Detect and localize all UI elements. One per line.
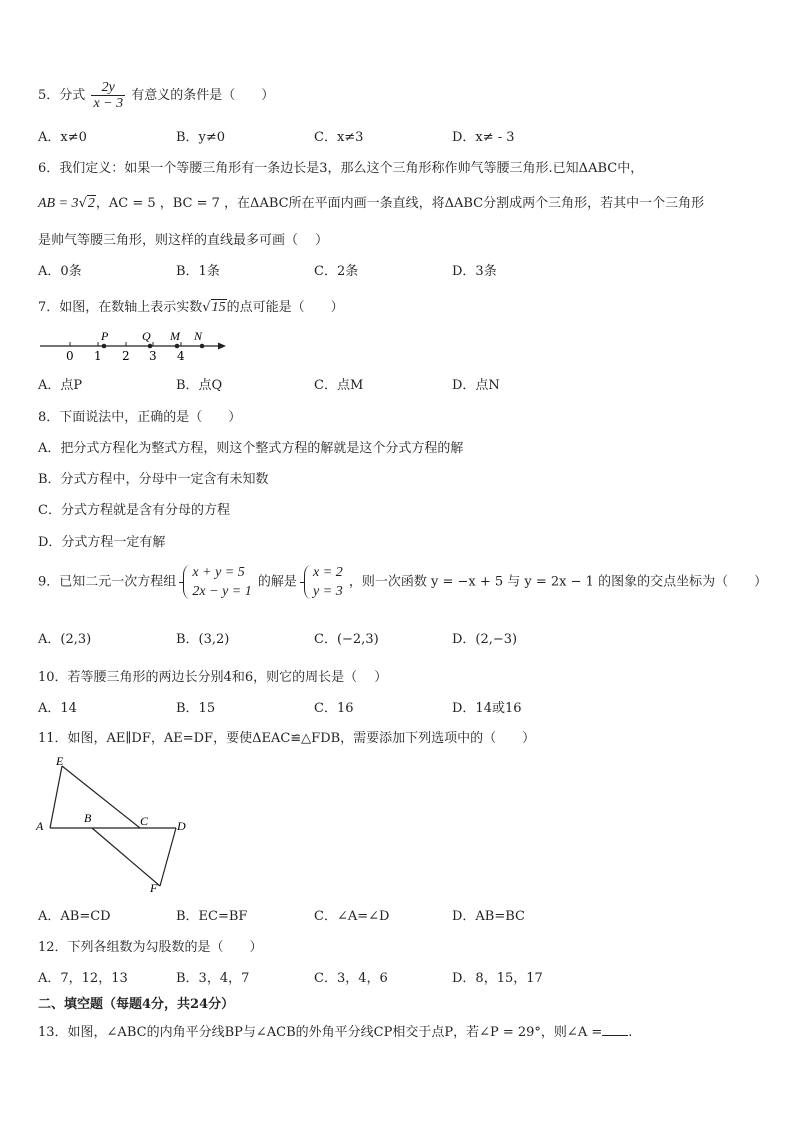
number-line-figure bbox=[36, 328, 236, 364]
number-line-arrow bbox=[218, 343, 226, 350]
ab-length-label: AB = 3 bbox=[38, 196, 79, 211]
q13-text: 13．如图，∠ABC的内角平分线BP与∠ACB的外角平分线CP相交于点P，若∠P = 29°，则∠A = bbox=[38, 1025, 603, 1040]
fraction-2y-over-x-3 bbox=[91, 80, 125, 111]
q8-option-b[interactable]: B．分式方程中，分母中一定含有未知数 bbox=[38, 472, 269, 487]
q12-option-c[interactable]: C．3，4，6 bbox=[314, 971, 388, 986]
q9-prefix: 9．已知二元一次方程组 bbox=[38, 574, 177, 590]
fraction-denominator: x − 3 bbox=[93, 96, 124, 111]
point-label-n: N bbox=[194, 329, 203, 343]
sqrt-radicand: 2 bbox=[87, 196, 95, 211]
point-label-p: P bbox=[101, 329, 109, 343]
solution-y: y = 3 bbox=[313, 584, 343, 599]
q11-option-a[interactable]: A．AB=CD bbox=[38, 909, 111, 924]
equation-2: 2x − y = 1 bbox=[192, 584, 252, 599]
label-a: A bbox=[36, 819, 44, 833]
question-6-line-3: 是帅气等腰三角形，则这样的直线最多可画（ ） bbox=[38, 233, 329, 248]
segment-bf bbox=[92, 828, 160, 886]
section-2-title: 二、填空题（每题4分，共24分） bbox=[38, 997, 235, 1012]
equation-1: x + y = 5 bbox=[192, 565, 245, 580]
q7-option-c[interactable]: C．点M bbox=[314, 378, 364, 393]
segment-ae bbox=[50, 766, 62, 828]
label-b: B bbox=[84, 811, 92, 825]
question-6-line-1: 6．我们定义：如果一个等腰三角形有一条边长是3，那么这个三角形称作帅气等腰三角形.已知ΔABC中， bbox=[38, 161, 644, 176]
q6-option-b[interactable]: B．1条 bbox=[176, 264, 220, 279]
solution-x: x = 2 bbox=[313, 565, 343, 580]
q8-option-d[interactable]: D．分式方程一定有解 bbox=[38, 535, 166, 550]
point-label-m: M bbox=[170, 329, 180, 343]
label-d: D bbox=[177, 819, 186, 833]
q5-suffix: 有意义的条件是（ ） bbox=[131, 88, 275, 103]
q10-option-c[interactable]: C．16 bbox=[314, 701, 354, 716]
solution-system bbox=[303, 563, 343, 601]
q9-option-a[interactable]: A．(2,3) bbox=[38, 632, 92, 647]
tick-label-0: 0 bbox=[66, 349, 74, 363]
point-label-q: Q bbox=[142, 329, 151, 343]
q11-option-c[interactable]: C．∠A=∠D bbox=[314, 909, 390, 924]
q5-option-d[interactable]: D．x≠ - 3 bbox=[452, 130, 515, 145]
q8-option-c[interactable]: C．分式方程就是含有分母的方程 bbox=[38, 503, 230, 518]
segment-df bbox=[160, 828, 176, 886]
q13-period: . bbox=[628, 1025, 633, 1040]
label-f: F bbox=[150, 881, 158, 894]
q6-option-a[interactable]: A．0条 bbox=[38, 264, 82, 279]
answer-blank[interactable] bbox=[602, 1023, 628, 1036]
q9-middle: 的解是 bbox=[257, 574, 297, 590]
point-n bbox=[200, 344, 205, 349]
question-13 bbox=[38, 1021, 632, 1040]
q12-option-b[interactable]: B．3，4，7 bbox=[176, 971, 250, 986]
q12-option-a[interactable]: A．7，12，13 bbox=[38, 971, 128, 986]
q5-option-b[interactable]: B．y≠0 bbox=[176, 130, 226, 145]
q9-option-b[interactable]: B．(3,2) bbox=[176, 632, 230, 647]
tick-label-1: 1 bbox=[94, 349, 102, 363]
q6-line-2-text: ，AC = 5 ，BC = 7 ，在ΔABC所在平面内画一条直线，将ΔABC分割成两个三角形，若其中一个三角形 bbox=[95, 196, 705, 211]
q11-option-b[interactable]: B．EC=BF bbox=[176, 909, 248, 924]
q5-prefix: 分式 bbox=[59, 88, 86, 103]
q6-option-c[interactable]: C．2条 bbox=[314, 264, 359, 279]
question-7 bbox=[38, 296, 344, 316]
tick-label-4: 4 bbox=[177, 349, 185, 363]
q5-option-c[interactable]: C．x≠3 bbox=[314, 130, 364, 145]
q8-option-a[interactable]: A．把分式方程化为整式方程，则这个整式方程的解就是这个分式方程的解 bbox=[38, 441, 464, 456]
question-9 bbox=[38, 563, 767, 601]
sqrt-radicand: 15 bbox=[211, 300, 226, 315]
equation-system bbox=[182, 563, 251, 601]
q9-suffix: ，则一次函数 y = −x + 5 与 y = 2x − 1 的图象的交点坐标为（ ） bbox=[348, 574, 768, 590]
question-5 bbox=[38, 80, 274, 111]
sqrt-sign: √ bbox=[78, 196, 87, 211]
q7-option-a[interactable]: A．点P bbox=[38, 378, 83, 393]
fraction-numerator: 2y bbox=[91, 80, 125, 96]
q7-suffix: 的点可能是（ ） bbox=[226, 300, 344, 315]
q7-option-d[interactable]: D．点N bbox=[452, 378, 500, 393]
q9-option-c[interactable]: C．(−2,3) bbox=[314, 632, 379, 647]
q12-option-d[interactable]: D．8，15，17 bbox=[452, 971, 543, 986]
label-e: E bbox=[56, 754, 64, 768]
q10-option-a[interactable]: A．14 bbox=[38, 701, 77, 716]
q7-option-b[interactable]: B．点Q bbox=[176, 378, 223, 393]
segment-ec bbox=[62, 766, 140, 828]
question-8: 8．下面说法中，正确的是（ ） bbox=[38, 410, 242, 425]
question-12: 12．下列各组数为勾股数的是（ ） bbox=[38, 940, 263, 955]
q10-option-b[interactable]: B．15 bbox=[176, 701, 216, 716]
triangle-figure bbox=[34, 752, 196, 894]
tick-label-3: 3 bbox=[149, 349, 157, 363]
q5-option-a[interactable]: A．x≠0 bbox=[38, 130, 87, 145]
label-c: C bbox=[140, 814, 149, 828]
q11-option-d[interactable]: D．AB=BC bbox=[452, 909, 525, 924]
point-m bbox=[175, 344, 180, 349]
tick-label-2: 2 bbox=[122, 349, 130, 363]
question-6-line-2 bbox=[38, 192, 704, 212]
q7-prefix: 7．如图，在数轴上表示实数 bbox=[38, 300, 203, 315]
point-q bbox=[148, 344, 153, 349]
q6-option-d[interactable]: D．3条 bbox=[452, 264, 497, 279]
point-p bbox=[102, 344, 107, 349]
question-number: 5． bbox=[38, 88, 60, 103]
question-10: 10．若等腰三角形的两边长分别4和6，则它的周长是（ ） bbox=[38, 670, 388, 685]
question-11: 11．如图，AE∥DF，AE=DF，要使ΔEAC≌△FDB，需要添加下列选项中的（ ） bbox=[38, 731, 536, 746]
q10-option-d[interactable]: D．14或16 bbox=[452, 701, 522, 716]
sqrt-sign: √ bbox=[202, 300, 211, 315]
q9-option-d[interactable]: D．(2,−3) bbox=[452, 632, 518, 647]
